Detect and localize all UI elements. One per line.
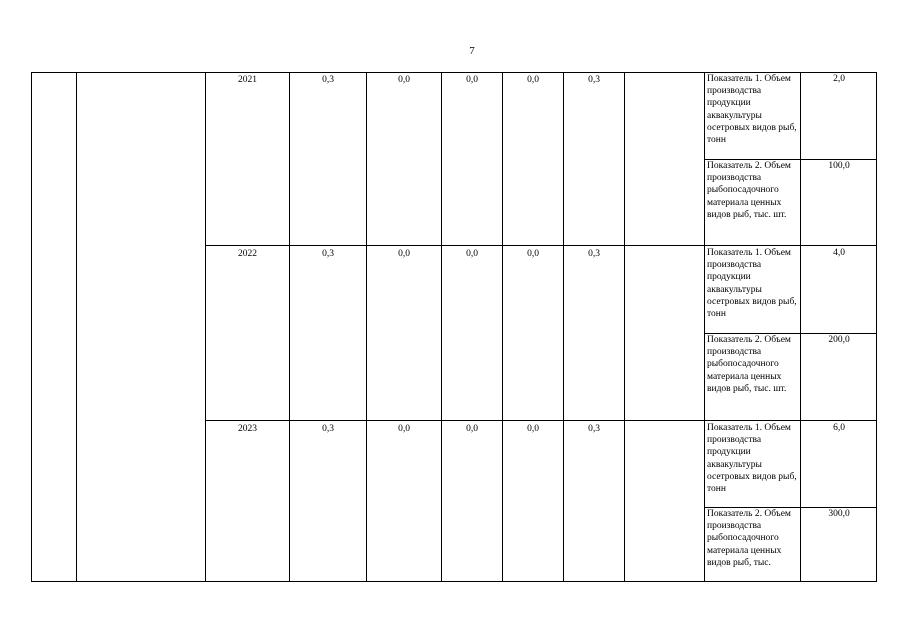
indicator-name: Показатель 2. Объем производства рыбопосадочного материала ценных видов рыб, тыс. шт. — [707, 161, 791, 220]
indicator-name: Показатель 1. Объем производства продукции аквакультуры осетровых видов рыб, тонн — [707, 423, 797, 495]
value-cell: 0,3 — [322, 424, 334, 434]
col-line-0 — [31, 72, 32, 582]
indicator-value: 200,0 — [828, 335, 850, 345]
indicator-name: Показатель 2. Объем производства рыбопосадочного материала ценных видов рыб, тыс. шт. — [707, 335, 791, 394]
value-cell: 0,3 — [588, 424, 600, 434]
col-line-5 — [441, 72, 442, 582]
value-cell: 0,0 — [466, 249, 478, 259]
budget-table — [31, 72, 877, 582]
value-cell: 0,0 — [398, 249, 410, 259]
year-row-separator — [205, 420, 877, 421]
indicator-value: 100,0 — [828, 161, 850, 171]
col-line-7 — [563, 72, 564, 582]
col-line-9 — [704, 72, 705, 582]
value-cell: 0,0 — [398, 75, 410, 85]
value-cell: 0,0 — [527, 249, 539, 259]
value-cell: 0,0 — [527, 424, 539, 434]
value-cell: 0,3 — [588, 249, 600, 259]
indicator-value: 300,0 — [828, 509, 850, 519]
value-cell: 0,0 — [466, 424, 478, 434]
indicator-name: Показатель 2. Объем производства рыбопосадочного материала ценных видов рыб, тыс. — [707, 509, 791, 568]
indicator-value: 6,0 — [833, 423, 845, 433]
col-line-4 — [366, 72, 367, 582]
col-line-6 — [502, 72, 503, 582]
col-line-2 — [205, 72, 206, 582]
indicator-name: Показатель 1. Объем производства продукции аквакультуры осетровых видов рыб, тонн — [707, 74, 797, 146]
col-line-11 — [876, 72, 877, 582]
col-line-3 — [289, 72, 290, 582]
value-cell: 0,3 — [322, 249, 334, 259]
page-number: 7 — [469, 45, 475, 57]
year-cell: 2022 — [238, 249, 257, 259]
year-row-separator — [205, 245, 877, 246]
value-cell: 0,0 — [527, 75, 539, 85]
year-cell: 2021 — [238, 75, 257, 85]
indicator-value: 4,0 — [833, 248, 845, 258]
indicator-name: Показатель 1. Объем производства продукции аквакультуры осетровых видов рыб, тонн — [707, 248, 797, 320]
value-cell: 0,0 — [466, 75, 478, 85]
col-line-1 — [76, 72, 77, 582]
year-cell: 2023 — [238, 424, 257, 434]
value-cell: 0,0 — [398, 424, 410, 434]
col-line-10 — [800, 72, 801, 582]
table-bottom-border — [31, 581, 877, 582]
col-line-8 — [624, 72, 625, 582]
value-cell: 0,3 — [322, 75, 334, 85]
indicator-value: 2,0 — [833, 74, 845, 84]
value-cell: 0,3 — [588, 75, 600, 85]
